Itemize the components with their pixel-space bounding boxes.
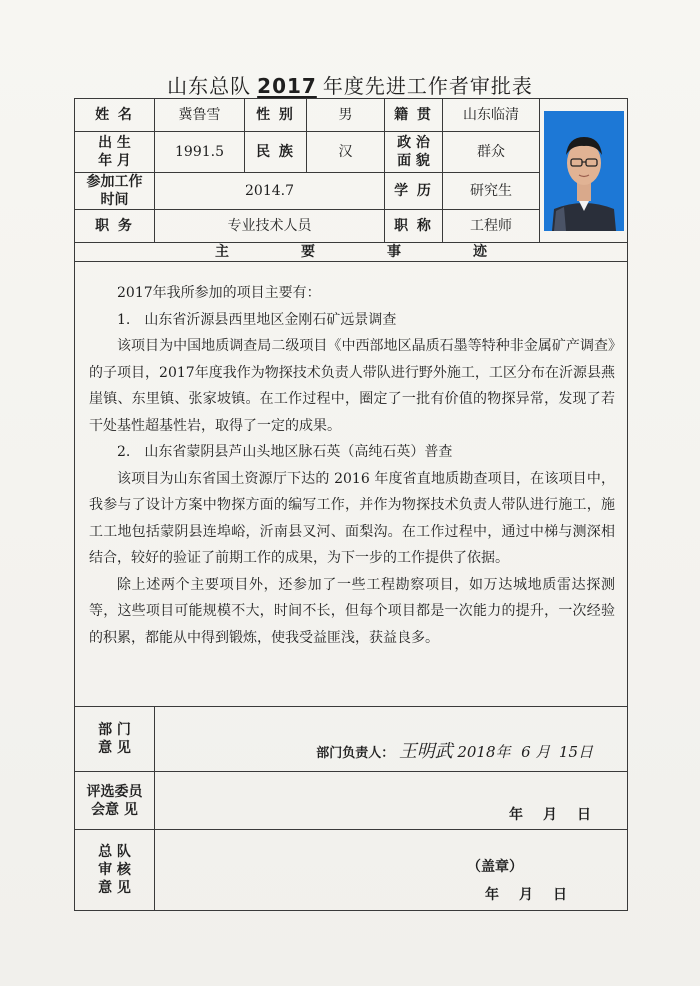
- political-status-label: [385, 132, 443, 173]
- corps-date-day: 日: [553, 887, 567, 903]
- committee-label-line2: 会意 见: [91, 801, 138, 818]
- dept-label-line2: 意 见: [98, 740, 131, 756]
- corps-date-year: 年: [485, 887, 499, 903]
- dept-opinion-cell: [155, 707, 628, 772]
- education-label: 学 历: [385, 173, 443, 210]
- approval-table: [74, 98, 628, 911]
- content-closing: 除上述两个主要项目外，还参加了一些工程勘察项目，如万达城地质雷达探测等，这些项目可能规模不大，时间不长，但每个项目都是一次能力的提升，一次经验的积累，都能从中得到锻炼，使我受益匪浅，获益良多。: [89, 576, 615, 646]
- project-2-body: 该项目为山东省国土资源厅下达的 2016 年度省直地质勘查项目，在该项目中，我参与了设计方案中物探方面的编写工作，并作为物探技术负责人带队进行施工，施工工地包括蒙阴县连埠峪，沂南县叉河、面梨沟。在工作过程中，通过中梯与测深相结合，较好的验证了前期工作的成果，为下一步的工作提供了依据。: [89, 470, 615, 566]
- title-prefix: 山东总队: [167, 74, 252, 98]
- dept-handwritten-signature: 王明武: [398, 741, 453, 762]
- gender-label: 性 别: [245, 99, 307, 132]
- dept-label-line1: 部 门: [98, 722, 131, 738]
- corps-label-line2: 审 核: [98, 862, 131, 878]
- position-label: 职 务: [75, 210, 155, 243]
- title-suffix: 年度先进工作者审批表: [322, 74, 533, 98]
- birth-label-line2: 年 月: [98, 153, 131, 169]
- political-status-value: 群众: [443, 132, 540, 173]
- committee-date-day: 日: [577, 807, 591, 823]
- dept-date-year: 2018年: [457, 743, 511, 761]
- photo-cell: [540, 99, 628, 243]
- project-2-title: 2. 山东省蒙阴县芦山头地区脉石英（高纯石英）普查: [117, 444, 453, 460]
- dept-signer-label: 部门负责人：: [316, 746, 395, 761]
- title-year: 2017: [257, 74, 317, 98]
- birth-value: 1991.5: [155, 132, 245, 173]
- position-value: 专业技术人员: [155, 210, 385, 243]
- dept-signature-line: [316, 743, 593, 763]
- project-1-title: 1. 山东省沂源县西里地区金刚石矿远景调查: [117, 311, 397, 328]
- job-title-value: 工程师: [443, 210, 540, 243]
- dept-opinion-label: [75, 707, 155, 772]
- work-start-label-line2: 时间: [100, 192, 129, 208]
- committee-opinion-cell: [155, 772, 628, 830]
- portrait-photo: [544, 111, 624, 231]
- political-label-line2: 面 貌: [397, 153, 430, 169]
- committee-date-year: 年: [509, 807, 523, 823]
- native-place-label: 籍 贯: [385, 99, 443, 132]
- achievements-content: [75, 262, 628, 707]
- corps-label-line3: 意 见: [98, 880, 131, 896]
- birth-label-line1: 出 生: [98, 135, 131, 151]
- achievements-heading: [75, 243, 628, 262]
- job-title-label: 职 称: [385, 210, 443, 243]
- committee-label-line1: 评选委员: [86, 783, 143, 800]
- work-start-value: 2014.7: [155, 173, 385, 210]
- birth-label: [75, 132, 155, 173]
- corps-date-month: 月: [519, 887, 533, 903]
- name-value: 冀鲁雪: [155, 99, 245, 132]
- ethnicity-label: 民 族: [245, 132, 307, 173]
- form-title: [0, 70, 700, 99]
- content-intro: 2017年我所参加的项目主要有：: [117, 285, 321, 301]
- name-label: 姓 名: [75, 99, 155, 132]
- political-label-line1: 政 治: [397, 135, 430, 151]
- heading-char-4: 迹: [473, 244, 487, 260]
- native-place-value: 山东临清: [443, 99, 540, 132]
- heading-char-2: 要: [301, 244, 315, 260]
- corps-review-cell: [155, 830, 628, 911]
- dept-date-day: 15日: [558, 743, 593, 761]
- dept-date-month: 6 月: [521, 743, 551, 761]
- education-value: 研究生: [443, 173, 540, 210]
- heading-char-3: 事: [387, 244, 401, 260]
- ethnicity-value: 汉: [307, 132, 385, 173]
- gender-value: 男: [307, 99, 385, 132]
- corps-review-label: [75, 830, 155, 911]
- corps-date: [475, 886, 577, 904]
- work-start-label: [75, 173, 155, 210]
- committee-opinion-label: [75, 772, 155, 830]
- work-start-label-line1: 参加工作: [86, 174, 143, 190]
- heading-char-1: 主: [215, 244, 229, 260]
- project-1-body: 该项目为中国地质调查局二级项目《中西部地区晶质石墨等特种非金属矿产调查》的子项目，2017年度我作为物探技术负责人带队进行野外施工，工区分布在沂源县燕崖镇、东里镇、张家坡镇。在工作过程中，圈定了一批有价值的物探异常，发现了若干处基性超基性岩，取得了一定的成果。: [89, 338, 615, 434]
- corps-seal: （盖章）: [467, 859, 523, 875]
- portrait-illustration: [544, 111, 624, 231]
- committee-date-month: 月: [543, 807, 557, 823]
- committee-date: [499, 806, 601, 824]
- corps-label-line1: 总 队: [98, 844, 131, 860]
